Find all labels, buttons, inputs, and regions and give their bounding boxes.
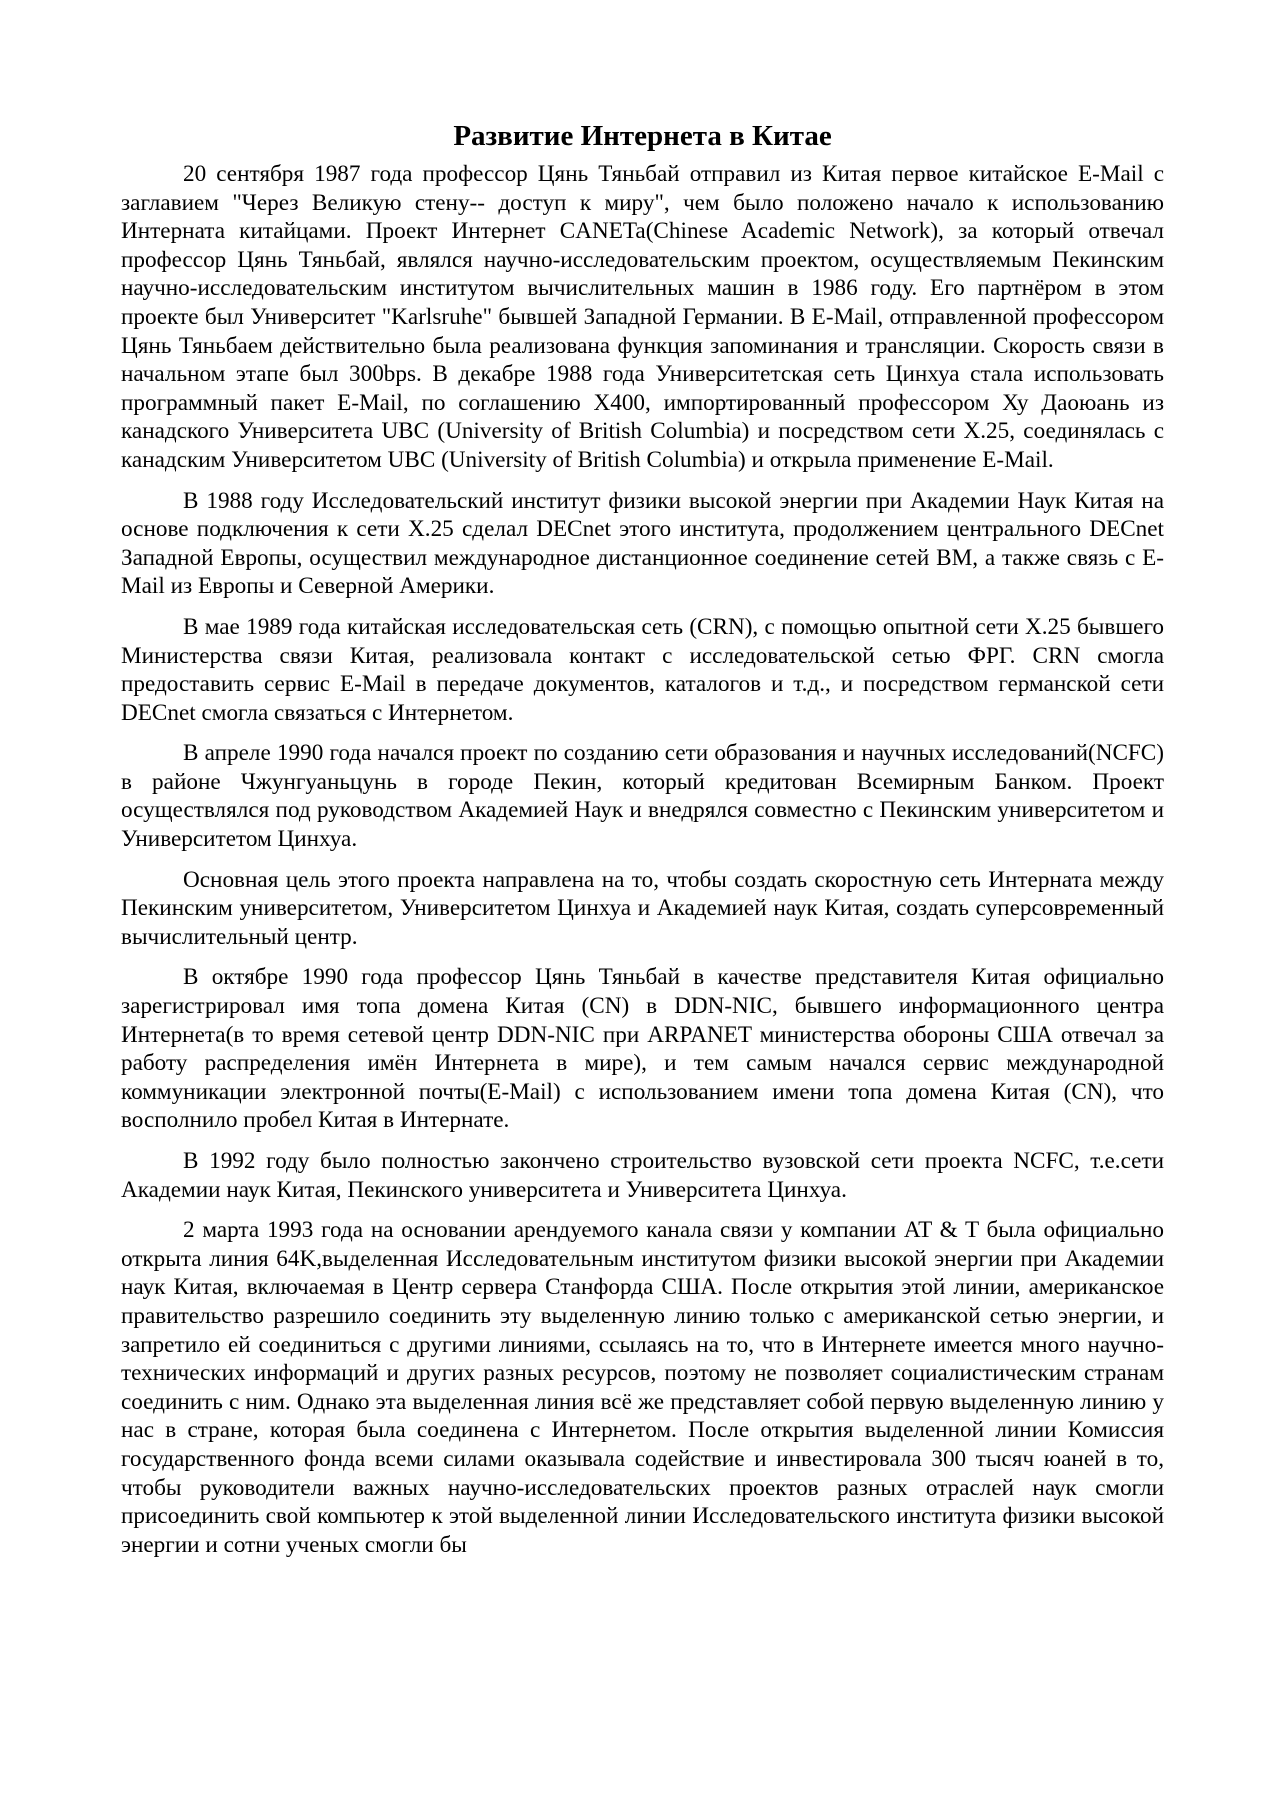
paragraph-6: В октябре 1990 года профессор Цянь Тяньбай в качестве представителя Китая официально зарегистрировал имя топа домена Китая (CN) в DDN-NIC, бывшего информационного центра Интернета(в то время сетевой центр DDN-NIC при ARPANET министерства обороны США отвечал за работу распределения имён Интернета в мире), и тем самым начался сервис международной коммуникации электронной почты(E-Mail) с использованием имени топа домена Китая (CN), что восполнило пробел Китая в Интернате. xyxy=(121,964,1164,1134)
document-page xyxy=(121,118,1164,1571)
paragraph-3: В мае 1989 года китайская исследовательская сеть (CRN), с помощью опытной сети X.25 бывшего Министерства связи Китая, реализовала контакт с исследовательской сетью ФРГ. CRN смогла предоставить сервис E-Mail в передаче документов, каталогов и т.д., и посредством германской сети DECnet смогла связаться с Интернетом. xyxy=(121,613,1164,726)
document-title: Развитие Интернета в Китае xyxy=(453,120,832,152)
paragraph-4: В апреле 1990 года начался проект по созданию сети образования и научных исследований(NCFC) в районе Чжунгуаньцунь в городе Пекин, который кредитован Всемирным Банком. Проект осуществлялся под руководством Академией Наук и внедрялся совместно с Пекинским университетом и Университетом Цинхуа. xyxy=(121,740,1164,853)
paragraph-8: 2 марта 1993 года на основании арендуемого канала связи у компании AT & T была официально открыта линия 64K,выделенная Исследовательным институтом физики высокой энергии при Академии наук Китая, включаемая в Центр сервера Станфорда США. После открытия этой линии, американское правительство разрешило соединить эту выделенную линию только с американской сетью энергии, и запретило ей соединиться с другими линиями, ссылаясь на то, что в Интернете имеется много научно-технических информаций и других разных ресурсов, поэтому не позволяет социалистическим странам соединить с ним. Однако эта выделенная линия всё же представляет собой первую выделенную линию у нас в стране, которая была соединена с Интернетом. После открытия выделенной линии Комиссия государственного фонда всеми силами оказывала содействие и инвестировала 300 тысяч юаней в то, чтобы руководители важных научно-исследовательских проектов разных отраслей наук смогли присоединить свой компьютер к этой выделенной линии Исследовательского института физики высокой энергии и сотни ученых смогли бы xyxy=(121,1217,1164,1558)
paragraph-2: В 1988 году Исследовательский институт физики высокой энергии при Академии Наук Китая на основе подключения к сети X.25 сделал DECnet этого института, продолжением центрального DECnet Западной Европы, осуществил международное дистанционное соединение сетей BM, а также связь с E-Mail из Европы и Северной Америки. xyxy=(121,487,1164,600)
paragraph-1: 20 сентября 1987 года профессор Цянь Тяньбай отправил из Китая первое китайское E-Mail с заглавием "Через Великую стену-- доступ к миру", чем было положено начало к использованию Интерната китайцами. Проект Интернет CANETa(Chinese Academic Network), за который отвечал профессор Цянь Тяньбай, являлся научно-исследовательским проектом, осуществляемым Пекинским научно-исследовательским институтом вычислительных машин в 1986 году. Его партнёром в этом проекте был Университет "Karlsruhe" бывшей Западной Германии. В E-Mail, отправленной профессором Цянь Тяньбаем действительно была реализована функция запоминания и трансляции. Скорость связи в начальном этапе был 300bps. В декабре 1988 года Университетская сеть Цинхуа стала использовать программный пакет E-Mail, по соглашению X400, импортированный профессором Ху Даоюань из канадского Университета UBC (University of British Columbia) и посредством сети X.25, соединялась с канадским Университетом UBC (University of British Columbia) и открыла применение E-Mail. xyxy=(121,161,1164,473)
paragraph-7: В 1992 году было полностью закончено строительство вузовской сети проекта NCFC, т.е.сети Академии наук Китая, Пекинского университета и Университета Цинхуа. xyxy=(121,1148,1164,1203)
paragraph-5: Основная цель этого проекта направлена на то, чтобы создать скоростную сеть Интерната между Пекинским университетом, Университетом Цинхуа и Академией наук Китая, создать суперсовременный вычислительный центр. xyxy=(121,866,1164,950)
